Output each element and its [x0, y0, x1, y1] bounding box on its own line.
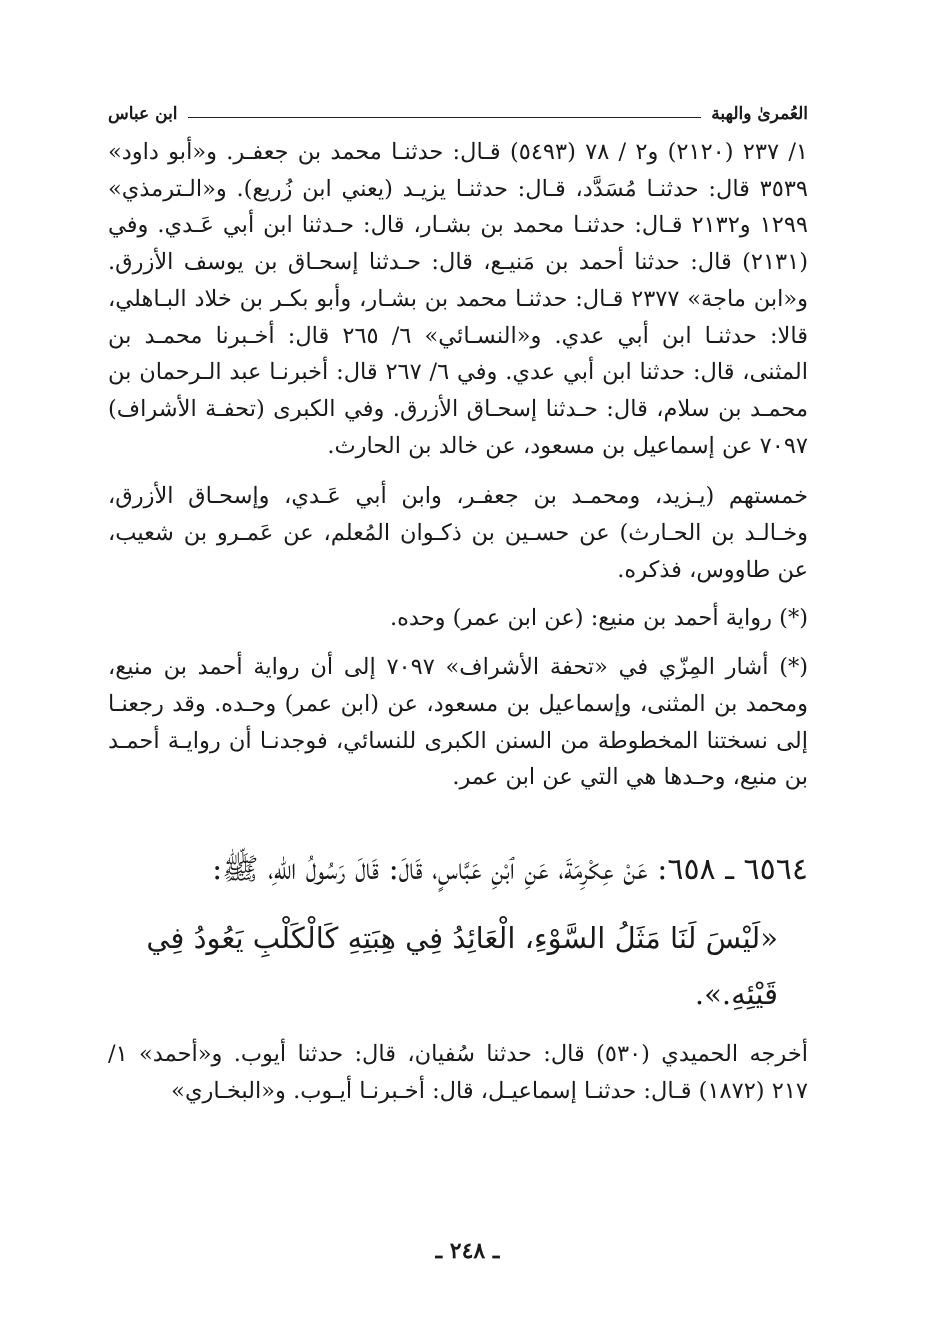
running-header [108, 92, 808, 124]
sources-paragraph: ١/ ٢٣٧ (٢١٢٠) و٢ / ٧٨ (٥٤٩٣) قـال: حدثنـا محمد بن جعفـر. و«أبو داود» ٣٥٣٩ قال: حدثنـا مُسَدَّد، قـال: حدثنـا يزيـد (يعني ابن زُريع). و«الـترمذي» ١٢٩٩ و٢١٣٢ قـال: حدثنـا محمد بن بشـار، قال: حـدثنا ابن أبي عَـدي. وفي (٢١٣١) قال: حدثنا أحمد بن مَنيـع، قال: حـدثنا إسحـاق بن يوسف الأزرق. و«ابن ماجة» ٢٣٧٧ قـال: حدثنـا محمد بن بشـار، وأبو بكـر بن خلاد البـاهلي، قالا: حدثنـا ابن أبي عدي. و«النسـائي» ٦/ ٢٦٥ قال: أخـبرنا محمـد بن المثنى، قال: حدثنا ابن أبي عدي. وفي ٦/ ٢٦٧ قال: أخبرنـا عبد الـرحمان بن محمـد بن سلام، قال: حـدثنا إسحـاق الأزرق. وفي الكبرى (تحفـة الأشراف) ٧٠٩٧ عن إسماعيل بن مسعود، عن خالد بن الحارث. [108, 139, 809, 459]
hadith-text: «لَيْسَ لَنَا مَثَلُ السَّوْءِ، الْعَائِدُ فِي هِبَتِهِ كَالْكَلْبِ يَعُودُ فِي قَيْئِهِ.». [146, 920, 778, 1011]
page-number: ـ ٢٤٨ ـ [435, 1238, 500, 1264]
summary-paragraph: خمستهم (يـزيد، ومحمـد بن جعفـر، وابن أبي عَـدي، وإسحـاق الأزرق، وخـالـد بن الحـارث) عن حسـين بن ذكـوان المُعلم، عن عَمـرو بن شعيب، عن طاووس، فذكره. [108, 483, 808, 583]
header-rule [188, 117, 702, 118]
hadith-heading: ٦٥٦٤ ـ ٦٥٨: عَنْ عِكْرِمَةَ، عَنِ ٱبْنِ عَبَّاسٍ، قَالَ: قَالَ رَسُولُ اللّٰهِ، ﷺ: [212, 851, 808, 887]
header-left-title: ابن عباس [108, 104, 178, 124]
note-paragraph-2: (*) أشار المِزّي في «تحفة الأشراف» ٧٠٩٧ إلى أن رواية أحمد بن منيع، ومحمد بن المثنى، وإسماعيل بن مسعود، عن (ابن عمر) وحـده. وقد رجعنـا إلى نسختنا المخطوطة من السنن الكبرى للنسائي، فوجدنـا أن روايـة أحمـد بن منيع، وحـدها هي التي عن ابن عمر. [108, 654, 808, 791]
header-right-title: العُمرىٰ والهبة [711, 104, 808, 124]
document-page [108, 92, 808, 1109]
takhrij-paragraph: أخرجه الحميدي (٥٣٠) قال: حدثنا سُفيان، قال: حدثنا أيوب. و«أحمد» ١/ ٢١٧ (١٨٧٢) قـال: حدثنـا إسماعيـل، قال: أخـبرنـا أيـوب. و«البخـاري» [108, 1040, 808, 1104]
note-paragraph-1: (*) رواية أحمد بن منيع: (عن ابن عمر) وحده. [389, 605, 808, 632]
